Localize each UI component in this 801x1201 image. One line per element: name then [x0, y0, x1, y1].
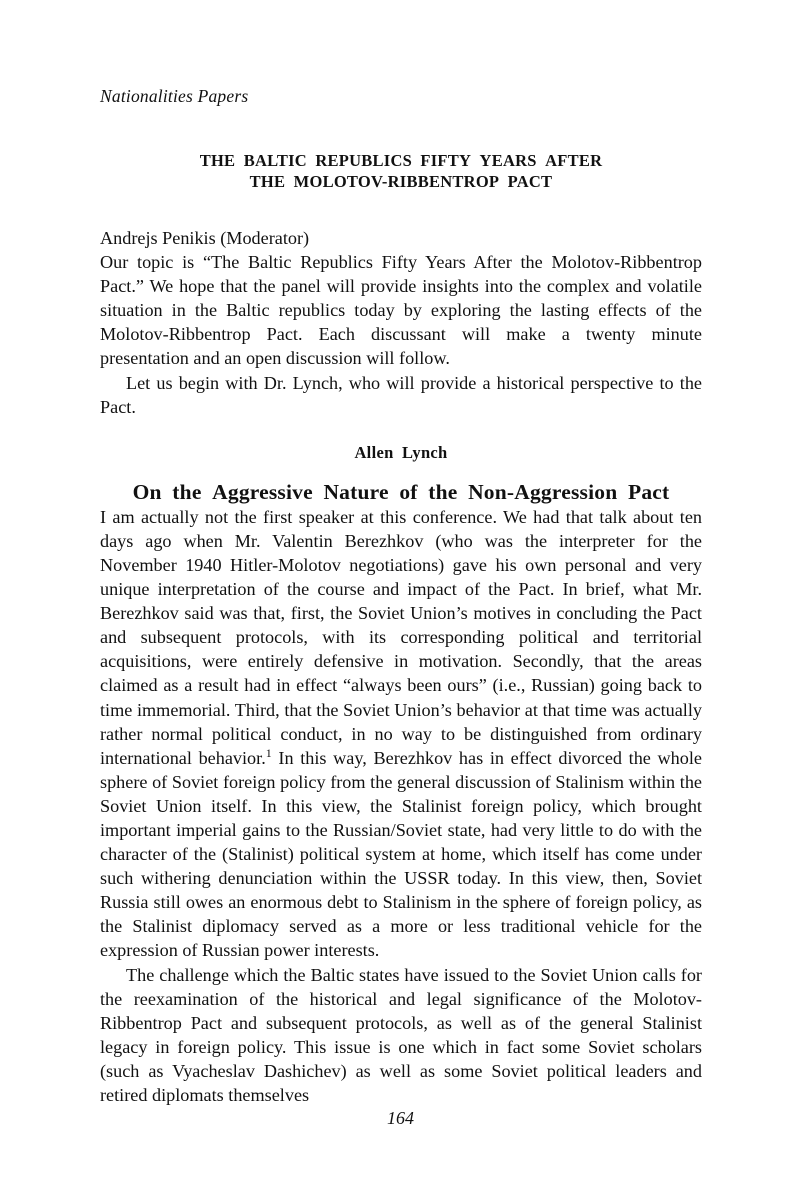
- panel-title-line-2: THE MOLOTOV-RIBBENTROP PACT: [249, 172, 553, 191]
- moderator-paragraph-1: Our topic is “The Baltic Republics Fifty Years After the Molotov-Ribbentrop Pact.” We hope that the panel will provide insights into the complex and volatile situation in the Baltic republics today by exploring the lasting effects of the Molotov-Ribbentrop Pact. Each discussant will make a twenty minute presentation and an open discussion will follow.: [100, 252, 702, 369]
- panel-title: [100, 150, 702, 192]
- article-byline: Allen Lynch: [354, 442, 448, 462]
- text-column: [100, 150, 702, 1107]
- moderator-block: [100, 226, 702, 419]
- page-number: 164: [387, 1108, 414, 1128]
- moderator-paragraph-2: Let us begin with Dr. Lynch, who will provide a historical perspective to the Pact.: [100, 372, 702, 417]
- running-head: Nationalities Papers: [100, 86, 249, 106]
- moderator-name: Andrejs Penikis (Moderator): [100, 228, 310, 248]
- article-title: On the Aggressive Nature of the Non-Aggression Pact: [132, 479, 670, 504]
- footnote-marker: 1: [265, 745, 272, 760]
- article-paragraph-1-part-2: In this way, Berezhkov has in effect divorced the whole sphere of Soviet foreign policy from the general discussion of Stalinism within the Soviet Union itself. In this view, the Stalinist foreign policy, which brought important imperial gains to the Russian/Soviet state, had very little to do with the character of the (Stalinist) political system at home, which itself has come under such withering denunciation within the USSR today. In this view, then, Soviet Russia still owes an enormous debt to Stalinism in the sphere of foreign policy, as the Stalinist diplomacy served as a more or less traditional vehicle for the expression of Russian power interests.: [100, 747, 702, 961]
- article-paragraph-2: The challenge which the Baltic states have issued to the Soviet Union calls for the reexamination of the historical and legal significance of the Molotov-Ribbentrop Pact and subsequent protocols, as well as of the general Stalinist legacy in foreign policy. This issue is one which in fact some Soviet scholars (such as Vyacheslav Dashichev) as well as some Soviet political leaders and retired diplomats themselves: [100, 964, 702, 1105]
- article-paragraph-1-part-1: I am actually not the first speaker at this conference. We had that talk about ten days ago when Mr. Valentin Berezhkov (who was the interpreter for the November 1940 Hitler-Molotov negotiations) gave his own personal and very unique interpretation of the course and impact of the Pact. In brief, what Mr. Berezhkov said was that, first, the Soviet Union’s motives in concluding the Pact and subsequent protocols, with its corresponding political and territorial acquisitions, were entirely defensive in motivation. Secondly, that the areas claimed as a result had in effect “always been ours” (i.e., Russian) going back to time immemorial. Third, that the Soviet Union’s behavior at that time was actually rather normal political conduct, in no way to be distinguished from ordinary international behavior.: [100, 506, 702, 768]
- panel-title-line-1: THE BALTIC REPUBLICS FIFTY YEARS AFTER: [199, 151, 603, 170]
- article-paragraph-1: [100, 505, 702, 963]
